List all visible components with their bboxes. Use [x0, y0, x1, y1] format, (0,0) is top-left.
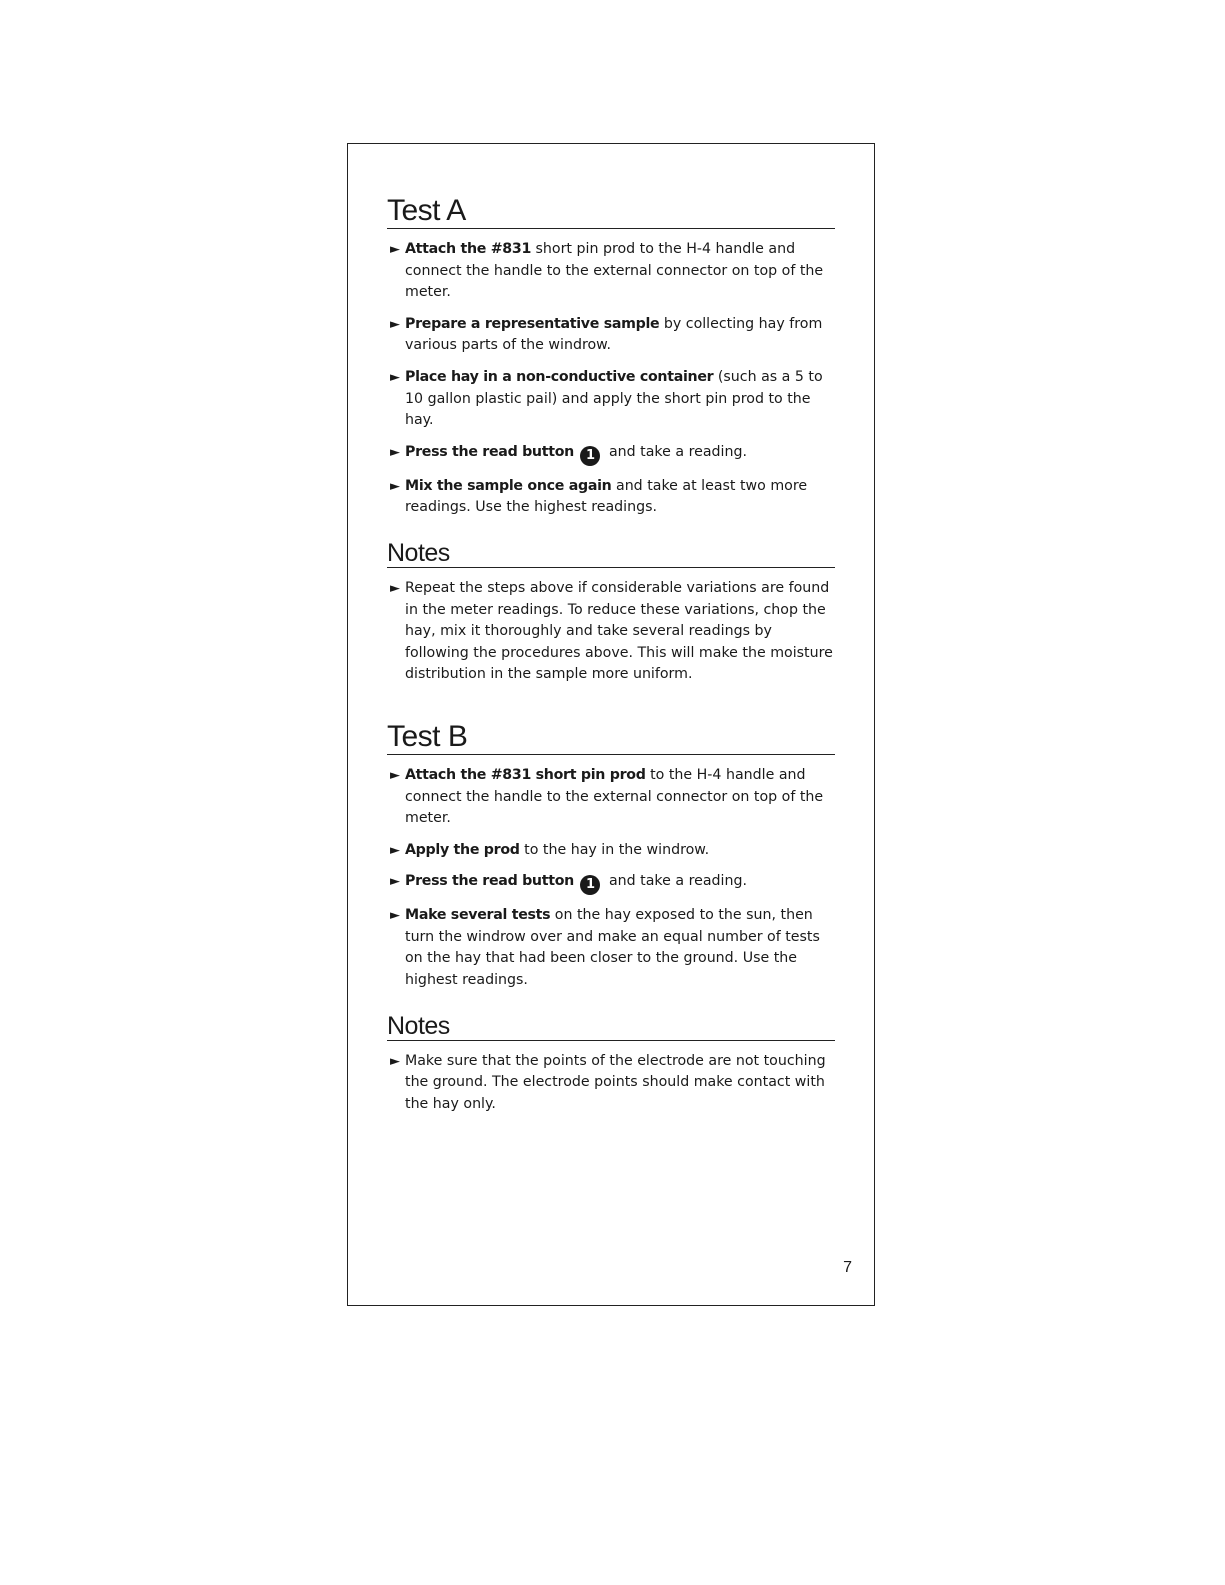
step-lead: Press the read button — [405, 443, 574, 460]
step-lead: Make several tests — [405, 907, 551, 924]
step-text: and take a reading. — [604, 873, 747, 890]
notes-b-item-1 — [387, 1051, 835, 1116]
step-lead: Press the read button — [405, 873, 574, 890]
note-text: Make sure that the points of the electrode are not touching the ground. The electrode points should make contact with the hay only. — [405, 1052, 826, 1112]
test-b-step-4 — [387, 905, 835, 991]
page-number: 7 — [843, 1259, 852, 1276]
step-text: short pin prod to the H-4 handle and connect the handle to the external connector on top of the meter. — [405, 241, 824, 301]
note-text: Repeat the steps above if considerable variations are found in the meter readings. To reduce these variations, chop the hay, mix it thoroughly and take several readings by following the procedures above. This will make the moisture distribution in the sample more uniform. — [405, 579, 833, 683]
arrow-bullet-icon: ► — [390, 444, 400, 460]
test-a-step-3 — [387, 367, 835, 432]
test-a-step-4 — [387, 442, 835, 466]
arrow-bullet-icon: ► — [390, 580, 400, 596]
test-a-step-2 — [387, 314, 835, 357]
arrow-bullet-icon: ► — [390, 842, 400, 858]
step-text: to the hay in the windrow. — [519, 841, 710, 858]
page-content — [387, 194, 835, 1115]
step-lead: Attach the #831 short pin prod — [405, 766, 646, 783]
test-b-step-2 — [387, 840, 835, 862]
step-text: to the H-4 handle and connect the handle to the external connector on top of the meter. — [405, 766, 824, 827]
arrow-bullet-icon: ► — [390, 767, 400, 783]
notes-a-list — [387, 578, 835, 686]
test-a-steps — [387, 239, 835, 519]
test-b-step-3 — [387, 871, 835, 895]
notes-b-list — [387, 1051, 835, 1116]
step-lead: Prepare a representative sample — [405, 315, 660, 332]
arrow-bullet-icon: ► — [390, 242, 400, 257]
arrow-bullet-icon: ► — [390, 478, 400, 494]
step-text: (such as a 5 to 10 gallon plastic pail) and apply the short pin prod to the hay. — [405, 368, 823, 429]
arrow-bullet-icon: ► — [390, 369, 400, 385]
notes-a-title: Notes — [387, 539, 835, 568]
step-text: on the hay exposed to the sun, then turn the windrow over and make an equal number of tests on the hay that had been closer to the ground. Use the highest readings. — [405, 907, 820, 989]
step-lead: Place hay in a non-conductive container — [405, 368, 714, 385]
test-b-title: Test B — [387, 720, 835, 755]
step-text: by collecting hay from various parts of the windrow. — [405, 315, 823, 354]
manual-page — [347, 143, 875, 1306]
notes-a-item-1 — [387, 578, 835, 686]
notes-b-title: Notes — [387, 1012, 835, 1041]
step-lead: Mix the sample once again — [405, 477, 612, 494]
test-a-step-1 — [387, 239, 835, 304]
step-text: and take a reading. — [604, 443, 747, 460]
step-lead: Apply the prod — [405, 841, 520, 858]
test-b-steps — [387, 765, 835, 992]
test-b-step-1 — [387, 765, 835, 830]
step-text: and take at least two more readings. Use the highest readings. — [405, 477, 808, 516]
read-button-number-icon: 1 — [580, 446, 600, 466]
arrow-bullet-icon: ► — [390, 316, 400, 332]
arrow-bullet-icon: ► — [390, 874, 400, 890]
test-a-step-5 — [387, 476, 835, 519]
read-button-number-icon: 1 — [580, 875, 600, 895]
arrow-bullet-icon: ► — [390, 1053, 400, 1069]
arrow-bullet-icon: ► — [390, 908, 400, 924]
test-a-title: Test A — [387, 194, 835, 229]
step-lead: Attach the #831 — [405, 241, 532, 257]
